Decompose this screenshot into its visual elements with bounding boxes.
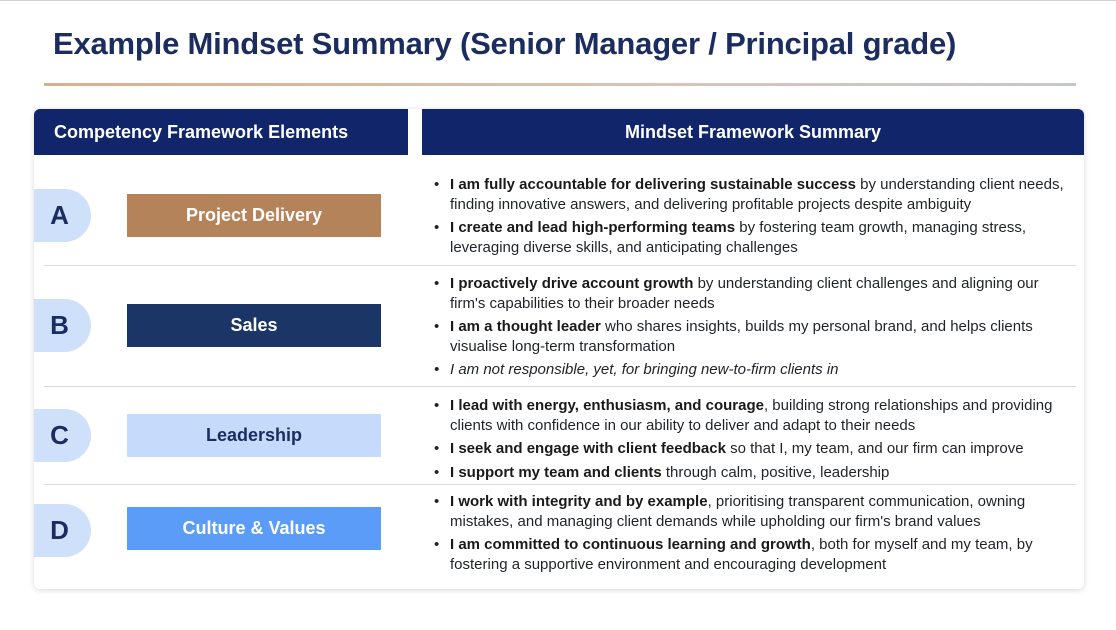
row-divider [44, 386, 1076, 387]
bullet-item: • I am not responsible, yet, for bringing new-to-firm clients in [434, 360, 1074, 380]
bullet-item: • I create and lead high-performing teams by fostering team growth, managing stress, leveraging diverse skills, and anticipating challenges [434, 218, 1074, 257]
bullets-sales [434, 274, 1074, 384]
bullet-item: • I am fully accountable for delivering sustainable success by understanding client needs, finding innovative answers, and delivering profitable projects despite ambiguity [434, 175, 1074, 214]
page-title: Example Mindset Summary (Senior Manager / Principal grade) [53, 26, 957, 61]
bullet-item: • I proactively drive account growth by understanding client challenges and aligning our firm's capabilities to their broader needs [434, 274, 1074, 313]
bullet-item: • I work with integrity and by example, prioritising transparent communication, owning mistakes, and managing client demands while upholding our firm's brand values [434, 492, 1074, 531]
bullet-item: • I seek and engage with client feedback so that I, my team, and our firm can improve [434, 439, 1074, 459]
row-letter-b: B [34, 299, 91, 352]
bullet-item: • I am a thought leader who shares insights, builds my personal brand, and helps clients visualise long-term transformation [434, 317, 1074, 356]
bullet-item: • I lead with energy, enthusiasm, and courage, building strong relationships and providing clients with confidence in our ability to deliver and adapt to their needs [434, 396, 1074, 435]
title-underline [44, 83, 1076, 86]
row-letter-d: D [34, 504, 91, 557]
bullets-culture-values [434, 492, 1074, 578]
bullet-item: • I support my team and clients through calm, positive, leadership [434, 463, 1074, 483]
bullets-project-delivery [434, 175, 1074, 261]
label-sales: Sales [127, 304, 381, 347]
row-divider [44, 484, 1076, 485]
header-competency-elements: Competency Framework Elements [34, 109, 408, 155]
label-culture-values: Culture & Values [127, 507, 381, 550]
row-divider [44, 265, 1076, 266]
header-mindset-summary: Mindset Framework Summary [422, 109, 1084, 155]
row-letter-c: C [34, 409, 91, 462]
label-leadership: Leadership [127, 414, 381, 457]
bullet-item: • I am committed to continuous learning and growth, both for myself and my team, by fostering a supportive environment and encouraging development [434, 535, 1074, 574]
row-letter-a: A [34, 189, 91, 242]
bullets-leadership [434, 396, 1074, 486]
top-border [0, 0, 1116, 1]
label-project-delivery: Project Delivery [127, 194, 381, 237]
